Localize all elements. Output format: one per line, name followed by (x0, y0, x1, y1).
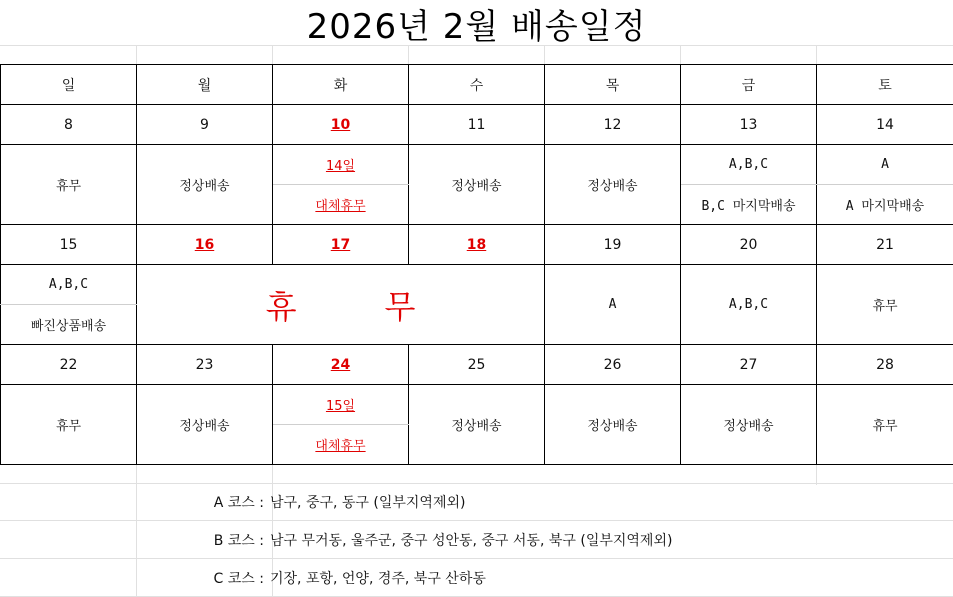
schedule-cell: 정상배송 (681, 385, 817, 465)
date-cell: 26 (545, 345, 681, 385)
schedule-courses: A (545, 265, 681, 345)
week2-date-row (1, 225, 953, 265)
weekday-sun: 일 (1, 65, 137, 105)
date-cell: 27 (681, 345, 817, 385)
schedule-cell: 정상배송 (409, 385, 545, 465)
weekday-fri: 금 (681, 65, 817, 105)
schedule-courses: A,B,C (681, 265, 817, 345)
weekday-thu: 목 (545, 65, 681, 105)
date-cell: 22 (1, 345, 137, 385)
schedule-missing-items: 빠진상품배송 (1, 305, 137, 345)
week3-date-row (1, 345, 953, 385)
date-cell-holiday: 24 (273, 345, 409, 385)
date-cell: 25 (409, 345, 545, 385)
substitute-holiday-label: 대체휴무 (273, 425, 409, 465)
schedule-last-delivery: B,C 마지막배송 (681, 185, 817, 225)
legend-value: 남구, 중구, 동구 (일부지역제외) (270, 495, 466, 511)
date-cell: 9 (137, 105, 273, 145)
page-title: 2026년 2월 배송일정 (306, 6, 647, 47)
schedule-cell: 정상배송 (137, 385, 273, 465)
week1-schedule-row-top (1, 145, 953, 185)
date-cell: 23 (137, 345, 273, 385)
date-cell: 14 (817, 105, 953, 145)
weekday-header-row (1, 65, 953, 105)
week1-date-row (1, 105, 953, 145)
date-cell: 20 (681, 225, 817, 265)
weekday-sat: 토 (817, 65, 953, 105)
holiday-char-2: 무 (384, 287, 416, 326)
date-cell: 12 (545, 105, 681, 145)
holiday-label (266, 288, 416, 326)
legend-value: 남구 무거동, 울주군, 중구 성안동, 중구 서동, 북구 (일부지역제외) (270, 533, 673, 549)
date-cell: 8 (1, 105, 137, 145)
schedule-cell: 정상배송 (409, 145, 545, 225)
schedule-courses: A (817, 145, 953, 185)
weekday-wed: 수 (409, 65, 545, 105)
legend-key: B 코스 : (213, 533, 264, 549)
schedule-cell: 정상배송 (137, 145, 273, 225)
weekday-tue: 화 (273, 65, 409, 105)
date-cell: 13 (681, 105, 817, 145)
week3-schedule-row-top (1, 385, 953, 425)
date-cell-holiday: 17 (273, 225, 409, 265)
schedule-courses: A,B,C (681, 145, 817, 185)
date-cell: 21 (817, 225, 953, 265)
week2-schedule-row-top (1, 265, 953, 305)
date-cell-holiday: 18 (409, 225, 545, 265)
legend-key: A 코스 : (213, 495, 264, 511)
schedule-last-delivery: A 마지막배송 (817, 185, 953, 225)
date-cell: 19 (545, 225, 681, 265)
substitute-holiday-date: 14일 (273, 145, 409, 185)
schedule-courses: A,B,C (1, 265, 137, 305)
weekday-mon: 월 (137, 65, 273, 105)
legend-row-a (0, 483, 953, 521)
legend-row-c (0, 559, 953, 597)
date-cell: 28 (817, 345, 953, 385)
date-cell-holiday: 16 (137, 225, 273, 265)
date-cell: 15 (1, 225, 137, 265)
delivery-calendar (0, 64, 953, 465)
substitute-holiday-label: 대체휴무 (273, 185, 409, 225)
schedule-cell: 휴무 (817, 265, 953, 345)
date-cell-holiday: 10 (273, 105, 409, 145)
schedule-cell: 휴무 (817, 385, 953, 465)
legend-key: C 코스 : (213, 571, 264, 587)
schedule-cell: 정상배송 (545, 385, 681, 465)
holiday-span-cell (137, 265, 545, 345)
legend-value: 기장, 포항, 언양, 경주, 북구 산하동 (270, 571, 486, 587)
legend-row-b (0, 521, 953, 559)
holiday-char-1: 휴 (265, 287, 297, 326)
schedule-cell: 휴무 (1, 145, 137, 225)
schedule-cell: 휴무 (1, 385, 137, 465)
schedule-cell: 정상배송 (545, 145, 681, 225)
substitute-holiday-date: 15일 (273, 385, 409, 425)
date-cell: 11 (409, 105, 545, 145)
